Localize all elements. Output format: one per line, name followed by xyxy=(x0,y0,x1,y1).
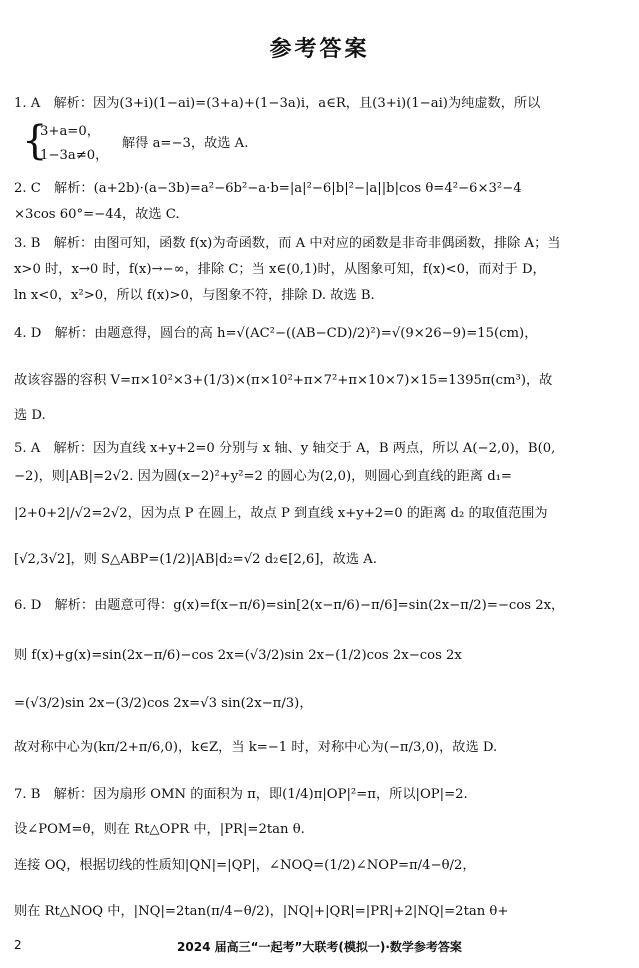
answer-1-line-1: 1. A 解析：因为(3+i)(1−ai)=(3+a)+(1−3a)i，a∈R，且(3+i)(1−ai)为纯虚数，所以 xyxy=(14,96,541,111)
answer-7-line-4: 则在 Rt△NOQ 中，|NQ|=2tan(π/4−θ/2)，|NQ|+|QR|=|PR|+2|NQ|=2tan θ+ xyxy=(14,904,509,919)
answer-5-line-1: 5. A 解析：因为直线 x+y+2=0 分别与 x 轴、y 轴交于 A，B 两点，所以 A(−2,0)，B(0, xyxy=(14,441,556,456)
answer-4-line-3: 选 D. xyxy=(14,408,46,423)
answer-1-conclusion: 解得 a=−3，故选 A. xyxy=(122,136,249,151)
answer-2-line-2: ×3cos 60°=−44，故选 C. xyxy=(14,207,180,222)
page-title: 参考答案 xyxy=(269,37,370,62)
answer-6-line-4: 故对称中心为(kπ/2+π/6,0)，k∈Z，当 k=−1 时，对称中心为(−π/3,0)，故选 D. xyxy=(14,740,498,755)
answer-6-line-1: 6. D 解析：由题意可得：g(x)=f(x−π/6)=sin[2(x−π/6)−π/6]=sin(2x−π/2)=−cos 2x， xyxy=(14,598,565,613)
answer-7-line-3: 连接 OQ，根据切线的性质知|QN|=|QP|，∠NOQ=(1/2)∠NOP=π/4−θ/2， xyxy=(14,858,476,873)
answer-3-line-3: ln x<0，x²>0，所以 f(x)>0，与图象不符，排除 D. 故选 B. xyxy=(14,288,375,303)
answer-5-line-3: |2+0+2|/√2=2√2，因为点 P 在圆上，故点 P 到直线 x+y+2=0 的距离 d₂ 的取值范围为 xyxy=(14,506,548,521)
answer-4-line-1: 4. D 解析：由题意得，圆台的高 h=√(AC²−((AB−CD)/2)²)=√(9×26−9)=15(cm)， xyxy=(14,326,538,341)
answer-5-line-2: −2)，则|AB|=2√2. 因为圆(x−2)²+y²=2 的圆心为(2,0)，则圆心到直线的距离 d₁= xyxy=(14,469,512,484)
answer-7-line-2: 设∠POM=θ，则在 Rt△OPR 中，|PR|=2tan θ. xyxy=(14,822,305,837)
answer-7-line-1: 7. B 解析：因为扇形 OMN 的面积为 π，即(1/4)π|OP|²=π，所以|OP|=2. xyxy=(14,787,468,802)
answer-6-line-2: 则 f(x)+g(x)=sin(2x−π/6)−cos 2x=(√3/2)sin 2x−(1/2)cos 2x−cos 2x xyxy=(14,648,462,663)
system-brace: { xyxy=(22,118,48,164)
answer-2-line-1: 2. C 解析：(a+2b)·(a−3b)=a²−6b²−a·b=|a|²−6|b|²−|a||b|cos θ=4²−6×3²−4 xyxy=(14,181,522,196)
footer-title: 2024 届高三“一起考”大联考(模拟一)·数学参考答案 xyxy=(177,940,462,954)
page-number: 2 xyxy=(14,938,22,952)
answer-3-line-1: 3. B 解析：由图可知，函数 f(x)为奇函数，而 A 中对应的函数是非奇非偶函数，排除 A；当 xyxy=(14,236,561,251)
answer-4-line-2: 故该容器的容积 V=π×10²×3+(1/3)×(π×10²+π×7²+π×10×7)×15=1395π(cm³)，故 xyxy=(14,373,553,388)
answer-1-eq-1: 3+a=0， xyxy=(40,124,100,139)
answer-5-line-4: [√2,3√2]，则 S△ABP=(1/2)|AB|d₂=√2 d₂∈[2,6]，故选 A. xyxy=(14,552,377,567)
answer-3-line-2: x>0 时，x→0 时，f(x)→−∞，排除 C；当 x∈(0,1)时，从图象可知，f(x)<0，而对于 D， xyxy=(14,262,546,277)
answer-6-line-3: =(√3/2)sin 2x−(3/2)cos 2x=√3 sin(2x−π/3)， xyxy=(14,696,313,711)
answer-1-eq-2: 1−3a≠0， xyxy=(40,148,109,163)
